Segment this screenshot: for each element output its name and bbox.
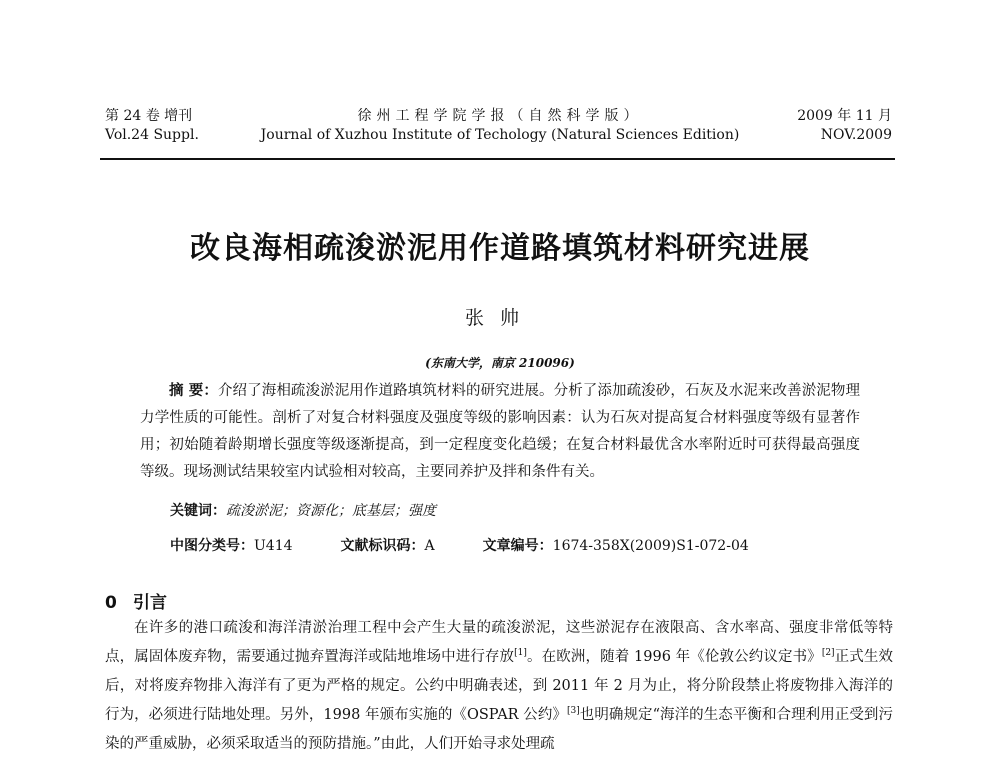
issue-date-en: NOV.2009: [820, 127, 892, 143]
clc-label: 中图分类号：: [170, 538, 254, 554]
citation-2[interactable]: [2]: [821, 648, 835, 658]
body-text-3: 正式生效后，对将废弃物排入海洋有了更为严格的规定。公约中明确表述，到 2011 年 2 月为止，将分阶段禁止将废物排入海洋的行为，必须进行陆地处理。另外，1998 年颁布实施的《OSPAR 公约》: [105, 649, 894, 723]
journal-name-cn: 徐州工程学院学报（自然科学版）: [357, 108, 643, 124]
keywords: [170, 500, 436, 520]
abstract-text: 介绍了海相疏浚淤泥用作道路填筑材料的研究进展。分析了添加疏浚砂，石灰及水泥来改善淤泥物理力学性质的可能性。剖析了对复合材料强度及强度等级的影响因素：认为石灰对提高复合材料强度等级有显著作用；初始随着龄期增长强度等级逐渐提高，到一定程度变化趋缓；在复合材料最优含水率附近时可获得最高强度等级。现场测试结果较室内试验相对较高，主要同养护及拌和条件有关。: [140, 383, 860, 480]
body-text-2: 。在欧洲，随着 1996 年《伦敦公约议定书》: [526, 649, 822, 665]
journal-name-en: Journal of Xuzhou Institute of Techology (Natural Sciences Edition): [260, 127, 740, 143]
keywords-label: 关键词：: [170, 503, 226, 519]
section-title: 引言: [133, 593, 167, 613]
paper-title: 改良海相疏浚淤泥用作道路填筑材料研究进展: [190, 231, 810, 266]
body-paragraph: [105, 614, 893, 759]
abstract: [140, 378, 860, 486]
classification-line: [170, 535, 749, 555]
article-number-value: 1674-358X(2009)S1-072-04: [552, 538, 749, 554]
author-name: 张帅: [464, 307, 535, 329]
section-number: 0: [105, 593, 117, 613]
clc-value: U414: [254, 538, 293, 554]
article-number-label: 文章编号：: [482, 538, 553, 554]
section-heading: [105, 588, 167, 613]
issue-date: 2009 年 11 月: [797, 108, 892, 124]
doc-code-label: 文献标识码：: [340, 538, 425, 554]
doc-code-value: A: [424, 538, 435, 554]
body-text-4: 也明确规定“海洋的生态平衡和合理利用正受到污染的严重威胁，必须采取适当的预防措施。”由此，人们开始寻求处理疏: [105, 707, 893, 752]
citation-3[interactable]: [3]: [566, 706, 580, 716]
volume-label: 第 24 卷 增刊: [105, 108, 193, 124]
body-text-1: 在许多的港口疏浚和海洋清淤治理工程中会产生大量的疏浚淤泥，这些淤泥存在液限高、含水率高、强度非常低等特点，属固体废弃物，需要通过抛弃置海洋或陆地堆场中进行存放: [105, 620, 893, 665]
keywords-value: 疏浚淤泥；资源化；底基层；强度: [226, 503, 436, 519]
header-rule: [100, 158, 895, 160]
citation-1[interactable]: [1]: [514, 648, 527, 658]
abstract-label: 摘 要：: [169, 383, 218, 399]
affiliation: (东南大学，南京 210096): [425, 356, 575, 370]
volume-label-en: Vol.24 Suppl.: [105, 127, 199, 143]
